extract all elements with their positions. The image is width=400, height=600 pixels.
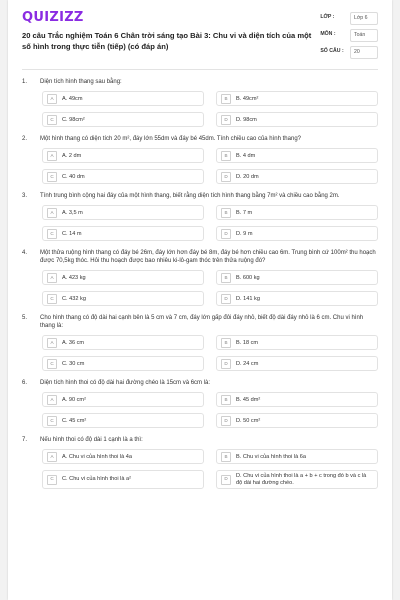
question-5 [22, 314, 378, 371]
option-letter: D [221, 294, 231, 304]
option-d[interactable] [216, 112, 378, 127]
option-a[interactable] [42, 270, 204, 285]
option-text: D. 20 dm [236, 173, 259, 180]
question-1 [22, 78, 378, 127]
option-text: D. 50 cm² [236, 417, 261, 424]
question-number: 4. [22, 250, 28, 256]
question-text: Một thửa ruộng hình thang có đáy bé 26m, đáy lớn hơn đáy bé 8m, đáy bé hơn chiều cao 6m. Trung bình cứ 100m² thu hoạch được 70,5kg thóc. Hỏi thu hoạch được bao nhiêu ki-lô-gam thóc trên thửa ruộng đó? [40, 250, 376, 264]
option-text: A. 49cm [62, 95, 83, 102]
option-c[interactable] [42, 470, 204, 489]
option-text: C. 432 kg [62, 295, 86, 302]
answer-options [22, 205, 378, 241]
option-letter: B [221, 94, 231, 104]
option-text: C. Chu vi của hình thoi là a² [62, 476, 132, 483]
option-a[interactable] [42, 205, 204, 220]
question-number: 1. [22, 79, 28, 85]
option-text: B. Chu vi của hình thoi là 6a [236, 453, 306, 460]
option-a[interactable] [42, 148, 204, 163]
option-letter: B [221, 151, 231, 161]
question-list [22, 78, 378, 489]
question-2 [22, 135, 378, 184]
answer-options [22, 449, 378, 489]
option-text: B. 4 dm [236, 152, 256, 159]
answer-options [22, 148, 378, 184]
option-letter: D [221, 229, 231, 239]
option-letter: A [47, 208, 57, 218]
option-letter: C [47, 294, 57, 304]
worksheet-page [8, 0, 392, 600]
question-text: Một hình thang có diện tích 20 m², đáy lớn 55dm và đáy bé 45dm. Tính chiều cao của hình thang? [40, 136, 301, 142]
option-d[interactable] [216, 169, 378, 184]
answer-options [22, 270, 378, 306]
option-text: D. 9 m [236, 230, 253, 237]
class-label: LỚP : [320, 14, 335, 20]
option-letter: D [221, 172, 231, 182]
option-b[interactable] [216, 270, 378, 285]
question-4 [22, 249, 378, 306]
option-letter: C [47, 359, 57, 369]
option-text: C. 30 cm [62, 360, 85, 367]
option-letter: A [47, 395, 57, 405]
option-c[interactable] [42, 169, 204, 184]
option-text: B. 7 m [236, 209, 253, 216]
option-letter: B [221, 273, 231, 283]
header-left [22, 10, 320, 52]
option-b[interactable] [216, 392, 378, 407]
question-number: 5. [22, 315, 28, 321]
option-text: D. 24 cm [236, 360, 259, 367]
option-c[interactable] [42, 226, 204, 241]
option-text: C. 40 dm [62, 173, 85, 180]
option-b[interactable] [216, 335, 378, 350]
option-b[interactable] [216, 205, 378, 220]
question-6-line [22, 379, 378, 387]
question-text: Tính trung bình cộng hai đáy của một hình thang, biết rằng diện tích hình thang bằng 7m² và chiều cao bằng 2m. [40, 193, 340, 199]
option-c[interactable] [42, 413, 204, 428]
question-6 [22, 379, 378, 428]
question-count-label: SỐ CÂU : [320, 48, 344, 54]
quizizz-logo: QUIZIZZ [22, 10, 84, 25]
subject-value: Toán [350, 29, 378, 42]
option-letter: A [47, 94, 57, 104]
option-b[interactable] [216, 91, 378, 106]
option-letter: A [47, 338, 57, 348]
meta-class-row [320, 12, 378, 25]
class-value: Lớp 6 [350, 12, 378, 25]
option-text: C. 45 cm² [62, 417, 87, 424]
option-letter: D [221, 475, 231, 485]
option-a[interactable] [42, 91, 204, 106]
option-text: B. 45 dm² [236, 396, 261, 403]
option-a[interactable] [42, 449, 204, 464]
question-text: Nếu hình thoi có độ dài 1 cạnh là a thì: [40, 437, 143, 443]
question-2-line [22, 135, 378, 143]
option-letter: B [221, 338, 231, 348]
question-text: Cho hình thang có độ dài hai cạnh bên là 5 cm và 7 cm, đáy lớn gấp đôi đáy nhỏ, biết độ dài đáy nhỏ là 6 cm. Chu vi hình thang là: [40, 315, 364, 329]
option-text: A. 36 cm [62, 339, 85, 346]
option-text: D. 98cm [236, 116, 257, 123]
option-d[interactable] [216, 413, 378, 428]
option-c[interactable] [42, 291, 204, 306]
option-letter: A [47, 273, 57, 283]
answer-options [22, 392, 378, 428]
option-text: D. 141 kg [236, 295, 260, 302]
question-number: 2. [22, 136, 28, 142]
question-3 [22, 192, 378, 241]
option-letter: C [47, 416, 57, 426]
option-letter: C [47, 172, 57, 182]
question-7 [22, 436, 378, 489]
option-text: B. 600 kg [236, 274, 260, 281]
option-letter: D [221, 416, 231, 426]
option-a[interactable] [42, 335, 204, 350]
option-d[interactable] [216, 470, 378, 489]
option-b[interactable] [216, 449, 378, 464]
option-c[interactable] [42, 112, 204, 127]
option-letter: B [221, 452, 231, 462]
option-text: A. 90 cm² [62, 396, 86, 403]
question-3-line [22, 192, 378, 200]
question-count-value: 20 [350, 46, 378, 59]
meta-count-row [320, 46, 378, 59]
option-text: A. 423 kg [62, 274, 86, 281]
option-letter: C [47, 475, 57, 485]
option-text: A. 3,5 m [62, 209, 83, 216]
option-text: C. 14 m [62, 230, 82, 237]
question-number: 3. [22, 193, 28, 199]
option-letter: C [47, 229, 57, 239]
option-d[interactable] [216, 291, 378, 306]
option-letter: C [47, 115, 57, 125]
question-1-line [22, 78, 378, 86]
option-letter: B [221, 395, 231, 405]
option-text: D. Chu vi của hình thoi là a + b + c trong đó b và c là độ dài hai đường chéo. [236, 473, 367, 486]
option-d[interactable] [216, 226, 378, 241]
worksheet-title: 20 câu Trắc nghiệm Toán 6 Chân trời sáng tạo Bài 3: Chu vi và diện tích của một số hình trong thực tiễn (tiếp) (có đáp án) [22, 31, 312, 51]
option-letter: D [221, 115, 231, 125]
option-text: A. Chu vi của hình thoi là 4a [62, 453, 132, 460]
question-text: Diện tích hình thoi có độ dài hai đường chéo là 15cm và 6cm là: [40, 380, 211, 386]
question-text: Diện tích hình thang sau bằng: [40, 79, 122, 85]
meta-subject-row [320, 29, 378, 42]
option-b[interactable] [216, 148, 378, 163]
subject-label: MÔN : [320, 31, 336, 37]
option-c[interactable] [42, 356, 204, 371]
option-text: B. 49cm² [236, 95, 259, 102]
option-text: B. 18 cm [236, 339, 259, 346]
option-text: A. 2 dm [62, 152, 82, 159]
option-letter: D [221, 359, 231, 369]
answer-options [22, 335, 378, 371]
question-5-line [22, 314, 378, 330]
question-7-line [22, 436, 378, 444]
option-letter: A [47, 151, 57, 161]
question-number: 6. [22, 380, 28, 386]
answer-options [22, 91, 378, 127]
worksheet-meta [320, 10, 378, 63]
option-d[interactable] [216, 356, 378, 371]
question-4-line [22, 249, 378, 265]
option-a[interactable] [42, 392, 204, 407]
option-letter: A [47, 452, 57, 462]
question-number: 7. [22, 437, 28, 443]
option-text: C. 98cm² [62, 116, 85, 123]
worksheet-header [22, 10, 378, 70]
option-letter: B [221, 208, 231, 218]
